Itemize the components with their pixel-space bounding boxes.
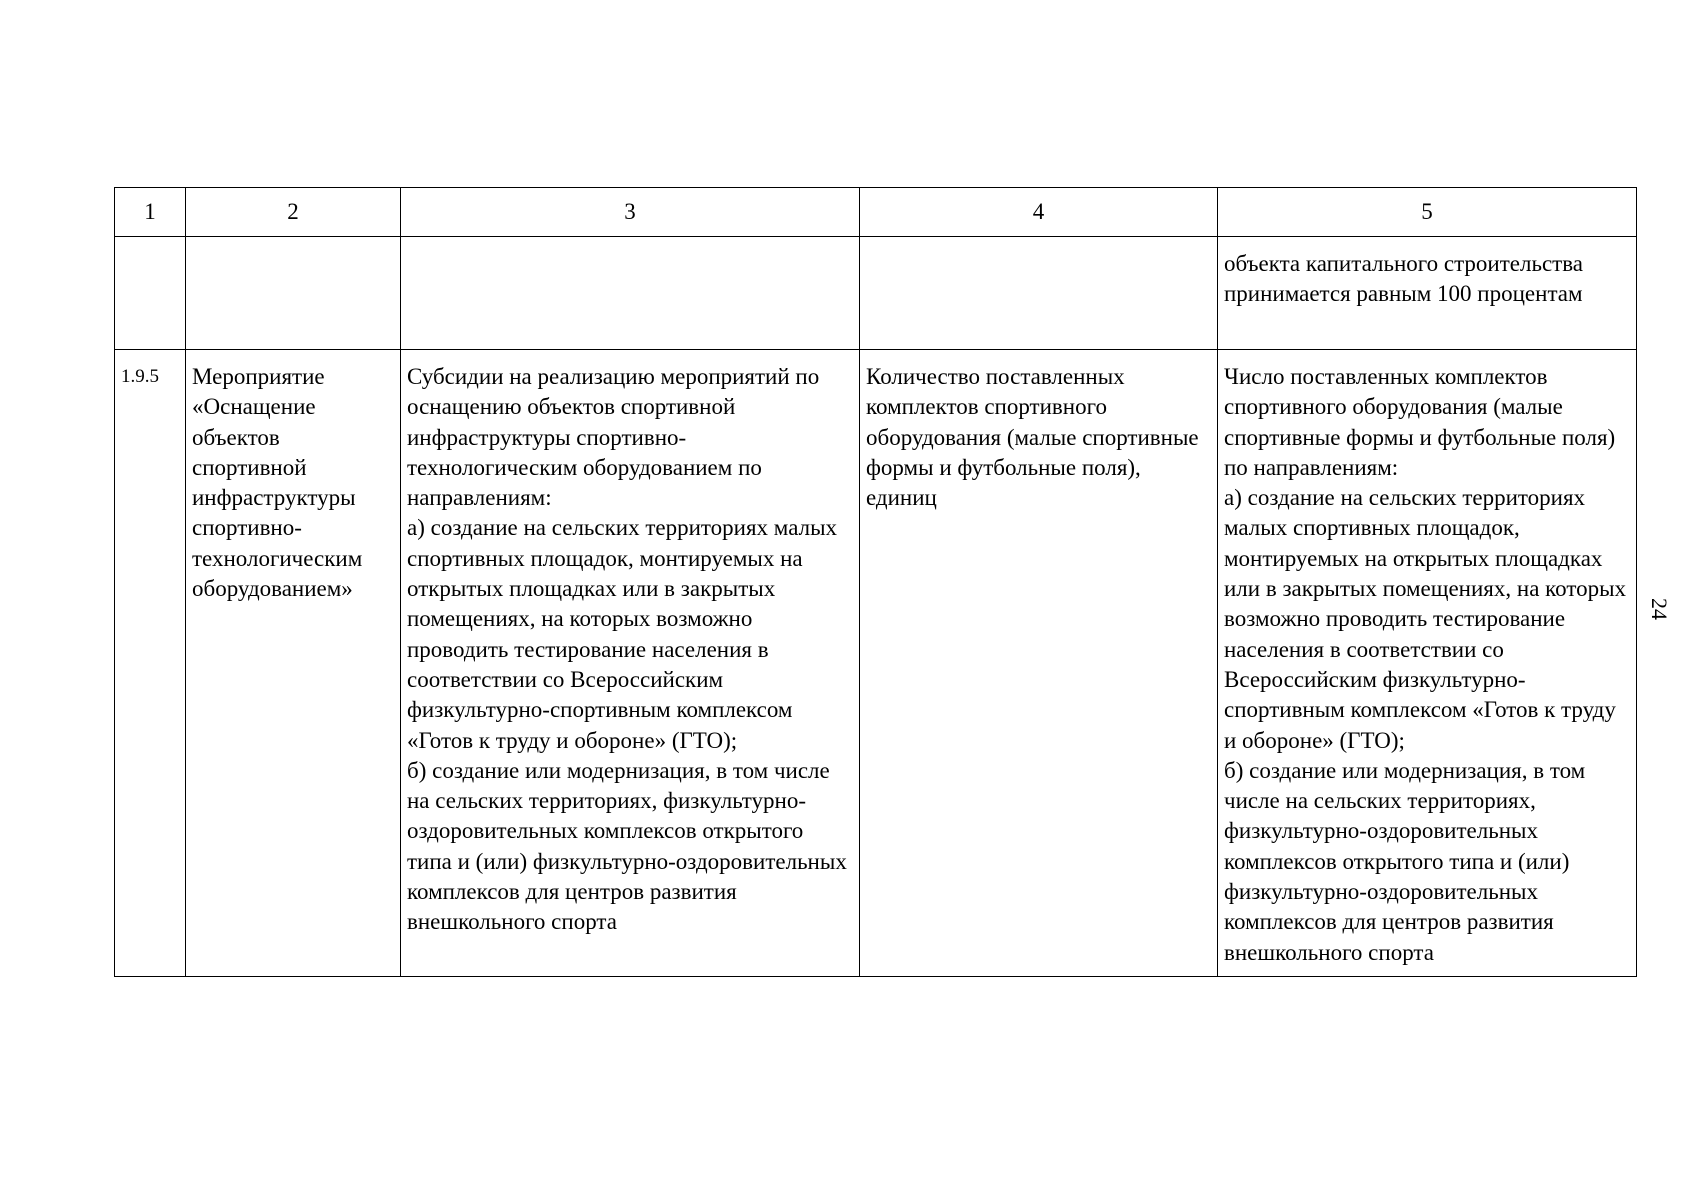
header-col-3: 3 bbox=[401, 188, 860, 237]
header-col-4: 4 bbox=[860, 188, 1218, 237]
continuation-row bbox=[115, 237, 1637, 350]
header-row bbox=[115, 188, 1637, 237]
table-row-1-9-5 bbox=[115, 350, 1637, 977]
continuation-col-1 bbox=[115, 237, 186, 350]
continuation-col-4 bbox=[860, 237, 1218, 350]
header-col-2: 2 bbox=[186, 188, 401, 237]
calculation-method: Число поставленных комплектов спортивного оборудования (малые спортивные формы и футбольные поля) по направлениям: а) создание на сельских территориях малых спортивных площадок, монтируемых на открытых площадках или в закрытых помещениях, на которых возможно проводить тестирование населения в соответствии со Всероссийским физкультурно-спортивным комплексом «Готов к труду и обороне» (ГТО); б) создание или модернизация, в том числе на сельских территориях, физкультурно-оздоровительных комплексов открытого типа и (или) физкультурно-оздоровительных комплексов для центров развития внешкольного спорта bbox=[1218, 350, 1637, 977]
continuation-col-3 bbox=[401, 237, 860, 350]
continuation-method-text: объекта капитального строительства принимается равным 100 процентам bbox=[1218, 237, 1637, 350]
header-col-1: 1 bbox=[115, 188, 186, 237]
header-col-5: 5 bbox=[1218, 188, 1637, 237]
event-name: Мероприятие «Оснащение объектов спортивной инфраструктуры спортивно-технологическим оборудованием» bbox=[186, 350, 401, 977]
continuation-col-2 bbox=[186, 237, 401, 350]
row-number: 1.9.5 bbox=[115, 350, 186, 977]
indicator-name: Количество поставленных комплектов спортивного оборудования (малые спортивные формы и футбольные поля), единиц bbox=[860, 350, 1218, 977]
event-description: Субсидии на реализацию мероприятий по оснащению объектов спортивной инфраструктуры спортивно-технологическим оборудованием по направлениям: а) создание на сельских территориях малых спортивных площадок, монтируемых на открытых площадках или в закрытых помещениях, на которых возможно проводить тестирование населения в соответствии со Всероссийским физкультурно-спортивным комплексом «Готов к труду и обороне» (ГТО); б) создание или модернизация, в том числе на сельских территориях, физкультурно-оздоровительных комплексов открытого типа и (или) физкультурно-оздоровительных комплексов для центров развития внешкольного спорта bbox=[401, 350, 860, 977]
program-table bbox=[114, 187, 1637, 977]
page-number: 24 bbox=[1647, 598, 1672, 620]
